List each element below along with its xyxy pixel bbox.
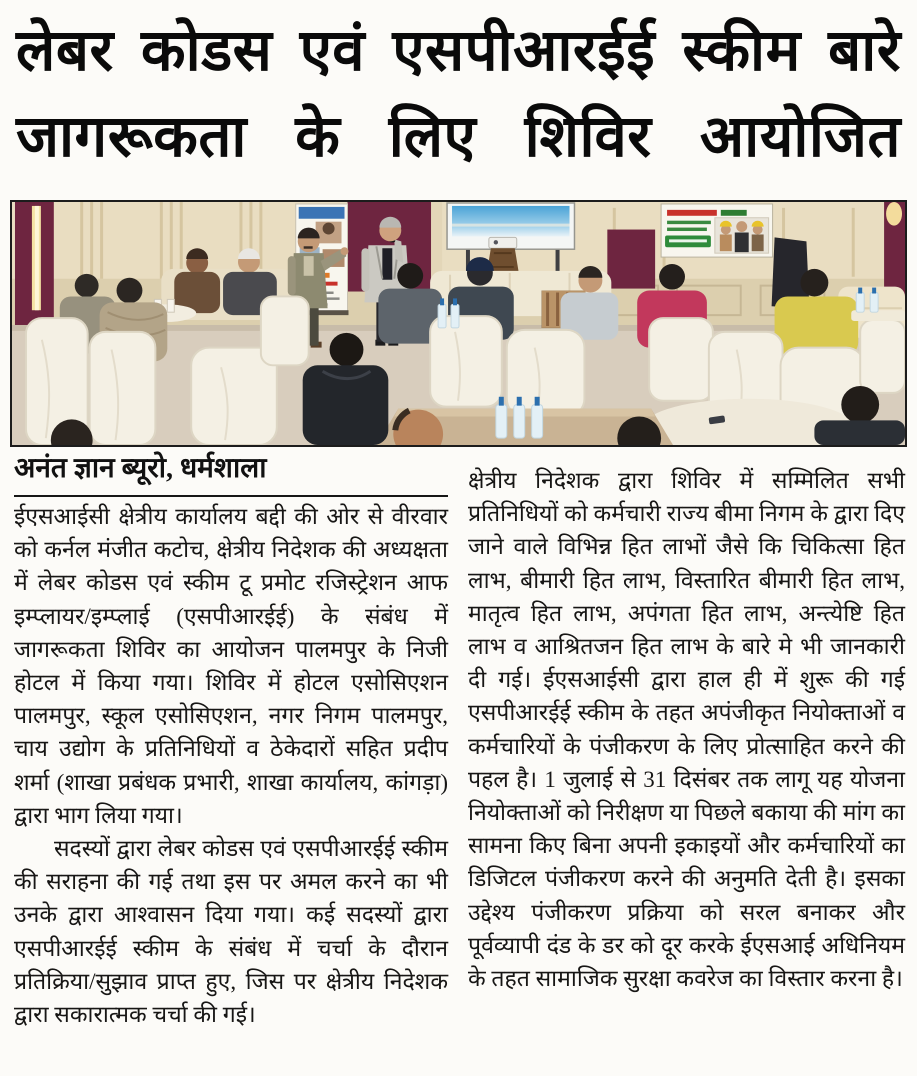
byline: अनंत ज्ञान ब्यूरो, धर्मशाला bbox=[14, 452, 448, 497]
headline-line-2: जागरूकता के लिए शिविर आयोजित bbox=[16, 104, 901, 169]
article-column-right bbox=[468, 464, 905, 995]
paragraph: सदस्यों द्वारा लेबर कोडस एवं एसपीआरईई स्कीम की सराहना की गई तथा इस पर अमल करने का भी उनके द्वारा आश्वासन दिया गया। कई सदस्यों द्वारा एसपीआरईई स्कीम के संबंध में चर्चा के दौरान प्रतिक्रिया/सुझाव प्राप्त हुए, जिस पर क्षेत्रीय निदेशक द्वारा सकारात्मक चर्चा की गई। bbox=[14, 836, 448, 1028]
headline-line-1: लेबर कोडस एवं एसपीआरईई स्कीम बारे bbox=[16, 18, 901, 83]
wall-sconce-light bbox=[886, 202, 902, 226]
seminar-photo-illustration bbox=[12, 202, 905, 445]
seminar-photo bbox=[10, 200, 907, 447]
paragraph: ईएसआईसी क्षेत्रीय कार्यालय बद्दी की ओर से वीरवार को कर्नल मंजीत कटोच, क्षेत्रीय निदेशक की अध्यक्षता में लेबर कोडस एवं स्कीम टू प्रमोट रजिस्ट्रेशन आफ इम्प्लायर/इम्प्लाई (एसपीआरईई) के संबंध में जागरूकता शिविर का आयोजन पालमपुर के निजी होटल में किया गया। शिविर में होटल एसोसिएशन पालमपुर, स्कूल एसोसिएशन, नगर निगम पालमपुर, चाय उद्योग के प्रतिनिधियों व ठेकेदारों सहित प्रदीप शर्मा (शाखा प्रबंधक प्रभारी, शाखा कार्यालय, कांगड़ा) द्वारा भाग लिया गया। bbox=[14, 504, 448, 828]
wall-banner bbox=[661, 204, 773, 257]
paragraph: क्षेत्रीय निदेशक द्वारा शिविर में सम्मिलित सभी प्रतिनिधियों को कर्मचारी राज्य बीमा निगम के द्वारा दिए जाने वाले विभिन्न हित लाभों जैसे कि चिकित्सा हित लाभ, बीमारी हित लाभ, विस्तारित बीमारी हित लाभ, मातृत्व हित लाभ, अपंगता हित लाभ, अन्त्येष्टि हित लाभ व आश्रितजन हित लाभ के बारे मे भी जानकारी दी गई। ईएसआईसी द्वारा हाल ही में शुरू की गई एसपीआरईई स्कीम के तहत अपंजीकृत नियोक्ताओं व कर्मचारियों के पंजीकरण के लिए प्रोत्साहित करने की पहल है। 1 जुलाई से 31 दिसंबर तक लागू यह योजना नियोक्ताओं को निरीक्षण या पिछले बकाया की मांग का सामना किए बिना अपनी इकाइयों और कर्मचारियों का डिजिटल पंजीकरण करने की अनुमति देती है। इसका उद्देश्य पंजीकरण प्रक्रिया को सरल बनाकर और पूर्वव्यापी दंड के डर को दूर करके ईएसआई अधिनियम के तहत सामाजिक सुरक्षा कवरेज का विस्तार करना है। bbox=[468, 468, 905, 992]
headline bbox=[16, 8, 901, 180]
article-column-left bbox=[14, 500, 448, 1031]
